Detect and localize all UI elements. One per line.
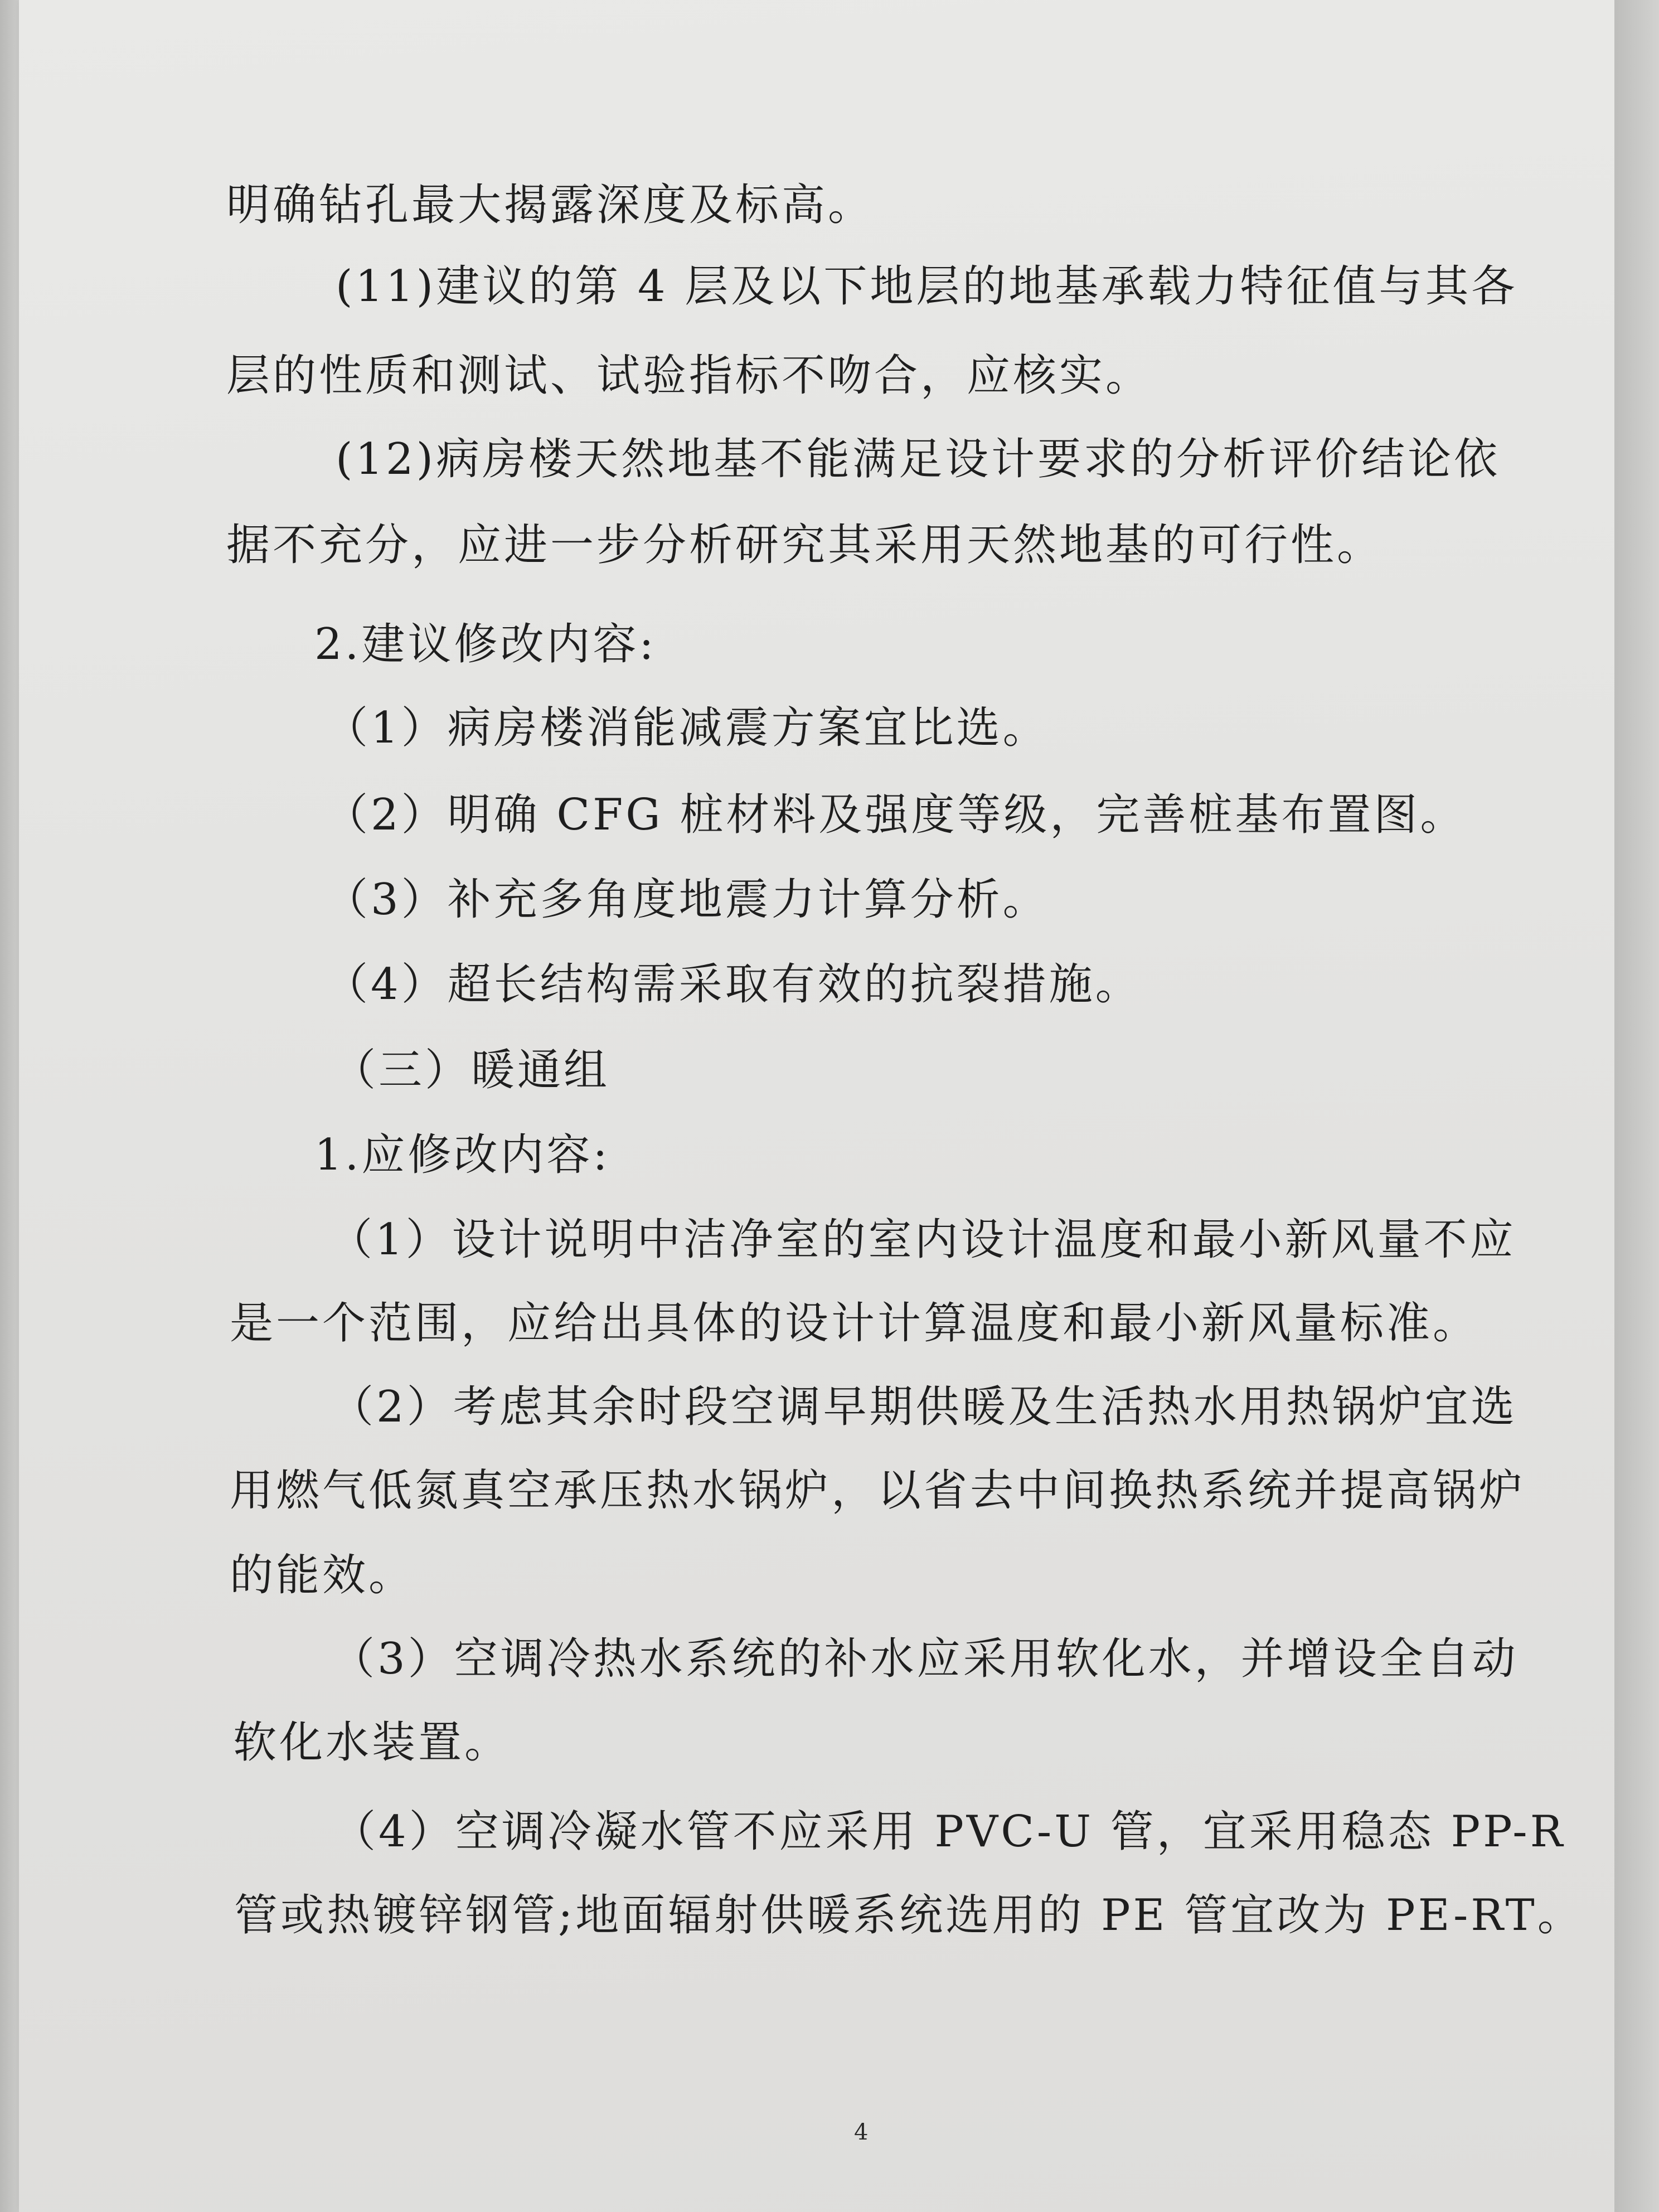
text-line: 管或热镀锌钢管;地面辐射供暖系统选用的 PE 管宜改为 PE-RT。	[234, 1890, 1584, 1941]
paragraph-item-12: (12)病房楼天然地基不能满足设计要求的分析评价结论依	[336, 434, 1501, 484]
list-item: （1）病房楼消能减震方案宜比选。	[324, 703, 1049, 753]
list-item: （2）明确 CFG 桩材料及强度等级，完善桩基布置图。	[324, 790, 1467, 840]
list-item: （4）超长结构需采取有效的抗裂措施。	[324, 959, 1142, 1010]
text-line: 软化水装置。	[233, 1718, 511, 1768]
list-item: （1）设计说明中洁净室的室内设计温度和最小新风量不应	[329, 1215, 1516, 1265]
text-line: 用燃气低氮真空承压热水锅炉，以省去中间换热系统并提高锅炉	[230, 1466, 1526, 1516]
page-number: 4	[854, 2119, 869, 2145]
list-item: （3）补充多角度地震力计算分析。	[324, 875, 1049, 925]
list-item: （3）空调冷热水系统的补水应采用软化水，并增设全自动	[331, 1634, 1519, 1684]
document-page	[19, 0, 1614, 2212]
section-heading-suggested-changes: 2.建议修改内容:	[314, 619, 657, 670]
list-item: （2）考虑其余时段空调早期供暖及生活热水用热锅炉宜选	[330, 1382, 1517, 1432]
text-line: 的能效。	[230, 1550, 415, 1600]
section-heading-required-changes: 1.应修改内容:	[314, 1130, 610, 1180]
text-line: 据不充分，应进一步分析研究其采用天然地基的可行性。	[226, 520, 1384, 570]
text-line: 层的性质和测试、试验指标不吻合，应核实。	[226, 351, 1152, 401]
list-item: （4）空调冷凝水管不应采用 PVC-U 管，宜采用稳态 PP-R	[332, 1807, 1566, 1857]
page-edge-shadow	[1614, 0, 1659, 2212]
text-line: 是一个范围，应给出具体的设计计算温度和最小新风量标准。	[230, 1298, 1479, 1348]
paragraph-item-11: (11)建议的第 4 层及以下地层的地基承载力特征值与其各	[336, 261, 1518, 312]
section-heading-hvac-group: （三）暖通组	[332, 1045, 610, 1095]
text-line: 明确钻孔最大揭露深度及标高。	[226, 180, 875, 230]
